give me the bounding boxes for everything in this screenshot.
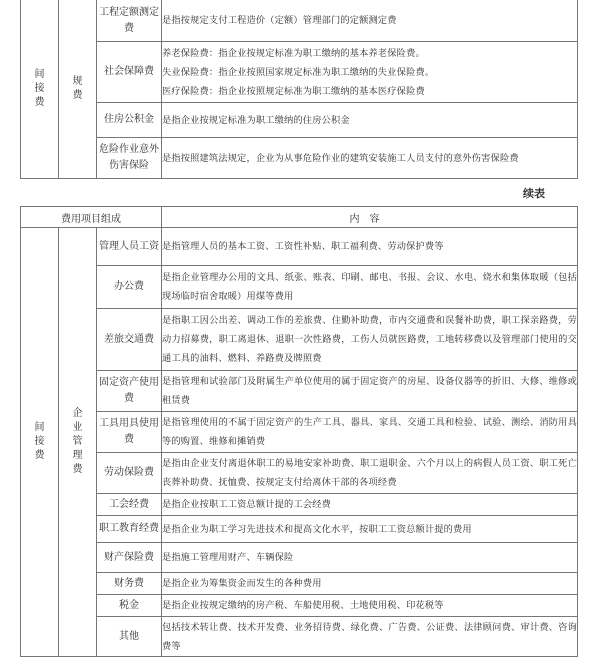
desc-line: 医疗保险费：指企业按照规定标准为职工缴纳的基本医疗保险费 bbox=[162, 85, 425, 97]
table-row bbox=[21, 595, 578, 617]
group-label: 间接费 bbox=[21, 228, 59, 657]
table-row bbox=[21, 453, 578, 494]
item-desc: 是指按规定支付工程造价（定额）管理部门的定额测定费 bbox=[162, 0, 578, 42]
item-name: 固定资产使用费 bbox=[97, 371, 162, 412]
item-desc: 是指施工管理用财产、车辆保险 bbox=[162, 543, 578, 573]
item-name: 管理人员工资 bbox=[97, 228, 162, 266]
header-fee-items: 费用项目组成 bbox=[21, 207, 162, 228]
item-name: 差旅交通费 bbox=[97, 309, 162, 371]
table-row bbox=[21, 516, 578, 543]
item-name: 住房公积金 bbox=[97, 103, 162, 138]
item-desc: 是指企业按规定缴纳的房产税、车船使用税、土地使用税、印花税等 bbox=[162, 595, 578, 617]
desc-line: 失业保险费：指企业按照国家规定标准为职工缴纳的失业保险费。 bbox=[162, 66, 435, 78]
item-desc: 包括技术转让费、技术开发费、业务招待费、绿化费、广告费、公证费、法律顾问费、审计费、咨询费等 bbox=[162, 617, 578, 657]
item-name: 财务费 bbox=[97, 573, 162, 595]
item-desc: 是指按照建筑法规定，企业为从事危险作业的建筑安装施工人员支付的意外伤害保险费 bbox=[162, 138, 578, 179]
item-name: 劳动保险费 bbox=[97, 453, 162, 494]
table-row bbox=[21, 617, 578, 657]
table-row bbox=[21, 228, 578, 266]
table-row bbox=[21, 371, 578, 412]
group-label: 间接费 bbox=[21, 0, 59, 179]
item-name: 工程定额测定费 bbox=[97, 0, 162, 42]
table-row bbox=[21, 309, 578, 371]
item-desc: 是指由企业支付离退休职工的易地安家补助费、职工退职金、六个月以上的病假人员工资、职工死亡丧葬补助费、抚恤费、按规定支付给离休干部的各项经费 bbox=[162, 453, 578, 494]
item-desc: 是指企业按规定标准为职工缴纳的住房公积金 bbox=[162, 103, 578, 138]
desc-line: 养老保险费：指企业按规定标准为职工缴纳的基本养老保险费。 bbox=[162, 47, 425, 59]
item-name: 危险作业意外伤害保险 bbox=[97, 138, 162, 179]
item-desc bbox=[162, 42, 578, 103]
table-row bbox=[21, 543, 578, 573]
item-desc: 是指管理和试验部门及附属生产单位使用的属于固定资产的房屋、设备仪器等的折旧、大修、维修或租赁费 bbox=[162, 371, 578, 412]
table-row bbox=[21, 138, 578, 179]
item-desc: 是指管理人员的基本工资、工资性补贴、职工福利费、劳动保护费等 bbox=[162, 228, 578, 266]
item-name: 社会保障费 bbox=[97, 42, 162, 103]
table-row bbox=[21, 0, 578, 42]
header-content: 内容 bbox=[162, 207, 578, 228]
table-row bbox=[21, 42, 578, 103]
table-header-row bbox=[21, 207, 578, 228]
enterprise-fee-table bbox=[20, 206, 578, 657]
subgroup-label: 企业管理费 bbox=[59, 228, 97, 657]
item-name: 办公费 bbox=[97, 266, 162, 309]
item-desc: 是指企业按职工工资总额计提的工会经费 bbox=[162, 494, 578, 516]
table-row bbox=[21, 573, 578, 595]
item-name: 工会经费 bbox=[97, 494, 162, 516]
item-name: 税金 bbox=[97, 595, 162, 617]
top-fee-table bbox=[20, 0, 578, 179]
item-name: 财产保险费 bbox=[97, 543, 162, 573]
continued-table-label: 续表 bbox=[523, 187, 545, 200]
table-row bbox=[21, 103, 578, 138]
item-name: 职工教育经费 bbox=[97, 516, 162, 543]
subgroup-label: 规费 bbox=[59, 0, 97, 179]
table-row bbox=[21, 266, 578, 309]
item-desc: 是指职工因公出差、调动工作的差旅费、住勤补助费，市内交通费和误餐补助费，职工探亲路费，劳动力招募费，职工离退休、退职一次性路费，工伤人员就医路费，工地转移费以及管理部门使用的交通工具的油料、燃料、养路费及牌照费 bbox=[162, 309, 578, 371]
item-name: 其他 bbox=[97, 617, 162, 657]
item-desc: 是指企业管理办公用的文具、纸张、账表、印刷、邮电、书报、会议、水电、烧水和集体取暖（包括现场临时宿舍取暖）用煤等费用 bbox=[162, 266, 578, 309]
item-desc: 是指管理使用的不属于固定资产的生产工具、器具、家具、交通工具和检验、试验、测绘、消防用具等的购置、维修和摊销费 bbox=[162, 412, 578, 453]
item-name: 工具用具使用费 bbox=[97, 412, 162, 453]
item-desc: 是指企业为职工学习先进技术和提高文化水平，按职工工资总额计提的费用 bbox=[162, 516, 578, 543]
table-row bbox=[21, 412, 578, 453]
table-row bbox=[21, 494, 578, 516]
item-desc: 是指企业为筹集资金而发生的各种费用 bbox=[162, 573, 578, 595]
